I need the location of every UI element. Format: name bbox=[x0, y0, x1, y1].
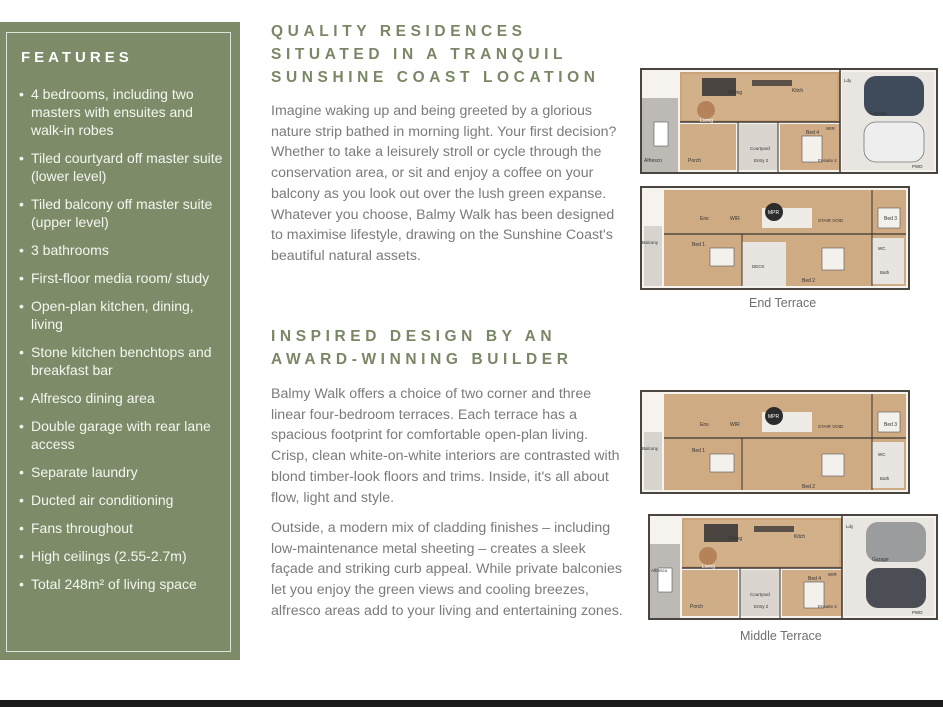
ground-floor-drawing bbox=[650, 516, 936, 618]
page-bottom-edge bbox=[0, 700, 943, 707]
label-porch: Porch bbox=[688, 158, 702, 164]
feature-item: • Ducted air conditioning bbox=[19, 491, 229, 509]
label-wir: WIR bbox=[730, 422, 740, 428]
design-paragraph: Balmy Walk offers a choice of two corner and three linear four-bedroom terraces. Each terrace has a spacious footprint for comfortable open-plan living. Crisp, clean white-on-white interiors are contrasted with blond timber-look floors and trims. Inside, it's all about flow, light and style. bbox=[271, 386, 620, 506]
label-ensuite: Ensuite 2 bbox=[818, 604, 837, 609]
middle-terrace-caption: Middle Terrace bbox=[740, 629, 822, 643]
label-bath: Bath bbox=[880, 270, 890, 275]
label-alfresco: Alfresco bbox=[644, 158, 663, 164]
kitchen-bench bbox=[752, 80, 792, 86]
label-bed2: Bed 2 bbox=[802, 278, 816, 284]
label-garage: Garage bbox=[872, 557, 889, 563]
feature-item: • Stone kitchen benchtops and breakfast bar bbox=[19, 343, 229, 379]
bed1-bed bbox=[710, 248, 734, 266]
floor-timber bbox=[664, 394, 906, 490]
feature-item: • 4 bedrooms, including two masters with ensuites and walk-in robes bbox=[19, 85, 229, 139]
label-wir: WIR bbox=[730, 216, 740, 222]
label-kitchen: Kitch bbox=[794, 534, 806, 540]
label-ensuite: Ensuite 2 bbox=[818, 158, 837, 163]
bed1-bed bbox=[710, 454, 734, 472]
features-list bbox=[19, 85, 229, 603]
bath-room bbox=[872, 238, 904, 284]
label-bed3: Bed 3 bbox=[884, 422, 898, 428]
label-living: Living bbox=[702, 564, 716, 570]
feature-item: • Total 248m² of living space bbox=[19, 575, 229, 593]
feature-item: • Double garage with rear lane access bbox=[19, 417, 229, 453]
label-bed3: Bed 3 bbox=[884, 216, 898, 222]
intro-paragraph: Imagine waking up and being greeted by a glorious nature strip bathed in morning light. Your first decision? Whether to take a leisurely stroll or cycle through the conservation area, or sit and enjoy a coffee on your balcony as you look out over the lush green expanse. Whatever you choose, Balmy Walk has been designed to maximise lifestyle, drawing on the Sunshine Coast's beautiful natural assets. bbox=[271, 103, 617, 264]
label-laundry: Ldy bbox=[844, 78, 852, 83]
label-dining: Dining bbox=[728, 90, 743, 96]
bed2-bed bbox=[822, 248, 844, 270]
label-mpr: MPR bbox=[768, 414, 780, 420]
label-bed1: Bed 1 bbox=[692, 448, 706, 454]
label-bed4: Bed 4 bbox=[808, 576, 822, 582]
label-wc: WC bbox=[878, 246, 886, 251]
label-entry: Entry 2 bbox=[754, 158, 769, 163]
label-balcony: Balcony bbox=[642, 240, 659, 245]
middle-terrace-ground-plan bbox=[648, 514, 938, 620]
label-courtyard: Courtyard bbox=[750, 146, 770, 151]
car-dark bbox=[864, 76, 924, 116]
label-bed2: Bed 2 bbox=[802, 484, 816, 490]
label-ens: Ens bbox=[700, 422, 709, 428]
label-mpr: MPR bbox=[768, 210, 780, 216]
feature-item: • 3 bathrooms bbox=[19, 241, 229, 259]
feature-item: • Open-plan kitchen, dining, living bbox=[19, 297, 229, 333]
label-pwd: PWD bbox=[912, 610, 923, 615]
feature-item: • Tiled courtyard off master suite (lower level) bbox=[19, 149, 229, 185]
label-wc: WC bbox=[878, 452, 886, 457]
label-entry: Entry 2 bbox=[754, 604, 769, 609]
feature-item: • Separate laundry bbox=[19, 463, 229, 481]
bath-room bbox=[872, 442, 904, 488]
label-ens: Ens bbox=[700, 216, 709, 222]
feature-item: • First-floor media room/ study bbox=[19, 269, 229, 287]
label-alfresco: Alfresco bbox=[651, 568, 668, 573]
feature-item: • High ceilings (2.55-2.7m) bbox=[19, 547, 229, 565]
middle-terrace-upper-plan bbox=[640, 390, 910, 494]
kitchen-bench bbox=[754, 526, 794, 532]
label-stair-void: STAIR VOID bbox=[818, 424, 844, 429]
features-panel bbox=[0, 22, 240, 660]
feature-item: • Alfresco dining area bbox=[19, 389, 229, 407]
balcony-floor bbox=[644, 226, 662, 286]
end-terrace-ground-plan bbox=[640, 68, 938, 174]
end-terrace-upper-plan bbox=[640, 186, 910, 290]
label-deck: DECK bbox=[752, 264, 765, 269]
bed2-bed bbox=[822, 454, 844, 476]
section-heading-design: INSPIRED DESIGN BY AN AWARD-WINNING BUILDER bbox=[271, 328, 573, 368]
exterior-paragraph: Outside, a modern mix of cladding finishes – including low-maintenance metal sheeting – creates a sleek façade and striking curb appeal. While private balconies let you enjoy the green views and cooling breezes, alfresco areas add to your living and entertaining zones. bbox=[271, 520, 623, 619]
upper-floor-drawing bbox=[642, 392, 908, 492]
features-frame bbox=[6, 32, 231, 652]
living-rug bbox=[699, 547, 717, 565]
feature-item: • Tiled balcony off master suite (upper level) bbox=[19, 195, 229, 231]
living-rug bbox=[697, 101, 715, 119]
label-wir: WIR bbox=[826, 126, 835, 131]
car-grey bbox=[866, 522, 926, 562]
car-white bbox=[864, 122, 924, 162]
label-pwd: PWD bbox=[912, 164, 923, 169]
label-dining: Dining bbox=[728, 536, 743, 542]
feature-item: • Fans throughout bbox=[19, 519, 229, 537]
label-living: Living bbox=[700, 118, 714, 124]
section-heading-quality: QUALITY RESIDENCES SITUATED IN A TRANQUIL SUNSHINE COAST LOCATION bbox=[271, 23, 600, 86]
label-porch: Porch bbox=[690, 604, 704, 610]
label-stair-void: STAIR VOID bbox=[818, 218, 844, 223]
label-bed1: Bed 1 bbox=[692, 242, 706, 248]
label-balcony: Balcony bbox=[642, 446, 659, 451]
alfresco-table bbox=[654, 122, 668, 146]
label-bed4: Bed 4 bbox=[806, 130, 820, 136]
balcony-floor bbox=[644, 432, 662, 490]
label-courtyard: Courtyard bbox=[750, 592, 770, 597]
label-kitchen: Kitch bbox=[792, 88, 804, 94]
label-bath: Bath bbox=[880, 476, 890, 481]
features-title: FEATURES bbox=[21, 49, 133, 66]
end-terrace-caption: End Terrace bbox=[749, 296, 817, 310]
label-laundry: Ldy bbox=[846, 524, 854, 529]
ground-floor-drawing bbox=[642, 70, 936, 172]
upper-floor-drawing bbox=[642, 188, 908, 288]
car-dark bbox=[866, 568, 926, 608]
label-garage: Garage bbox=[870, 111, 887, 117]
label-wir: WIR bbox=[828, 572, 837, 577]
